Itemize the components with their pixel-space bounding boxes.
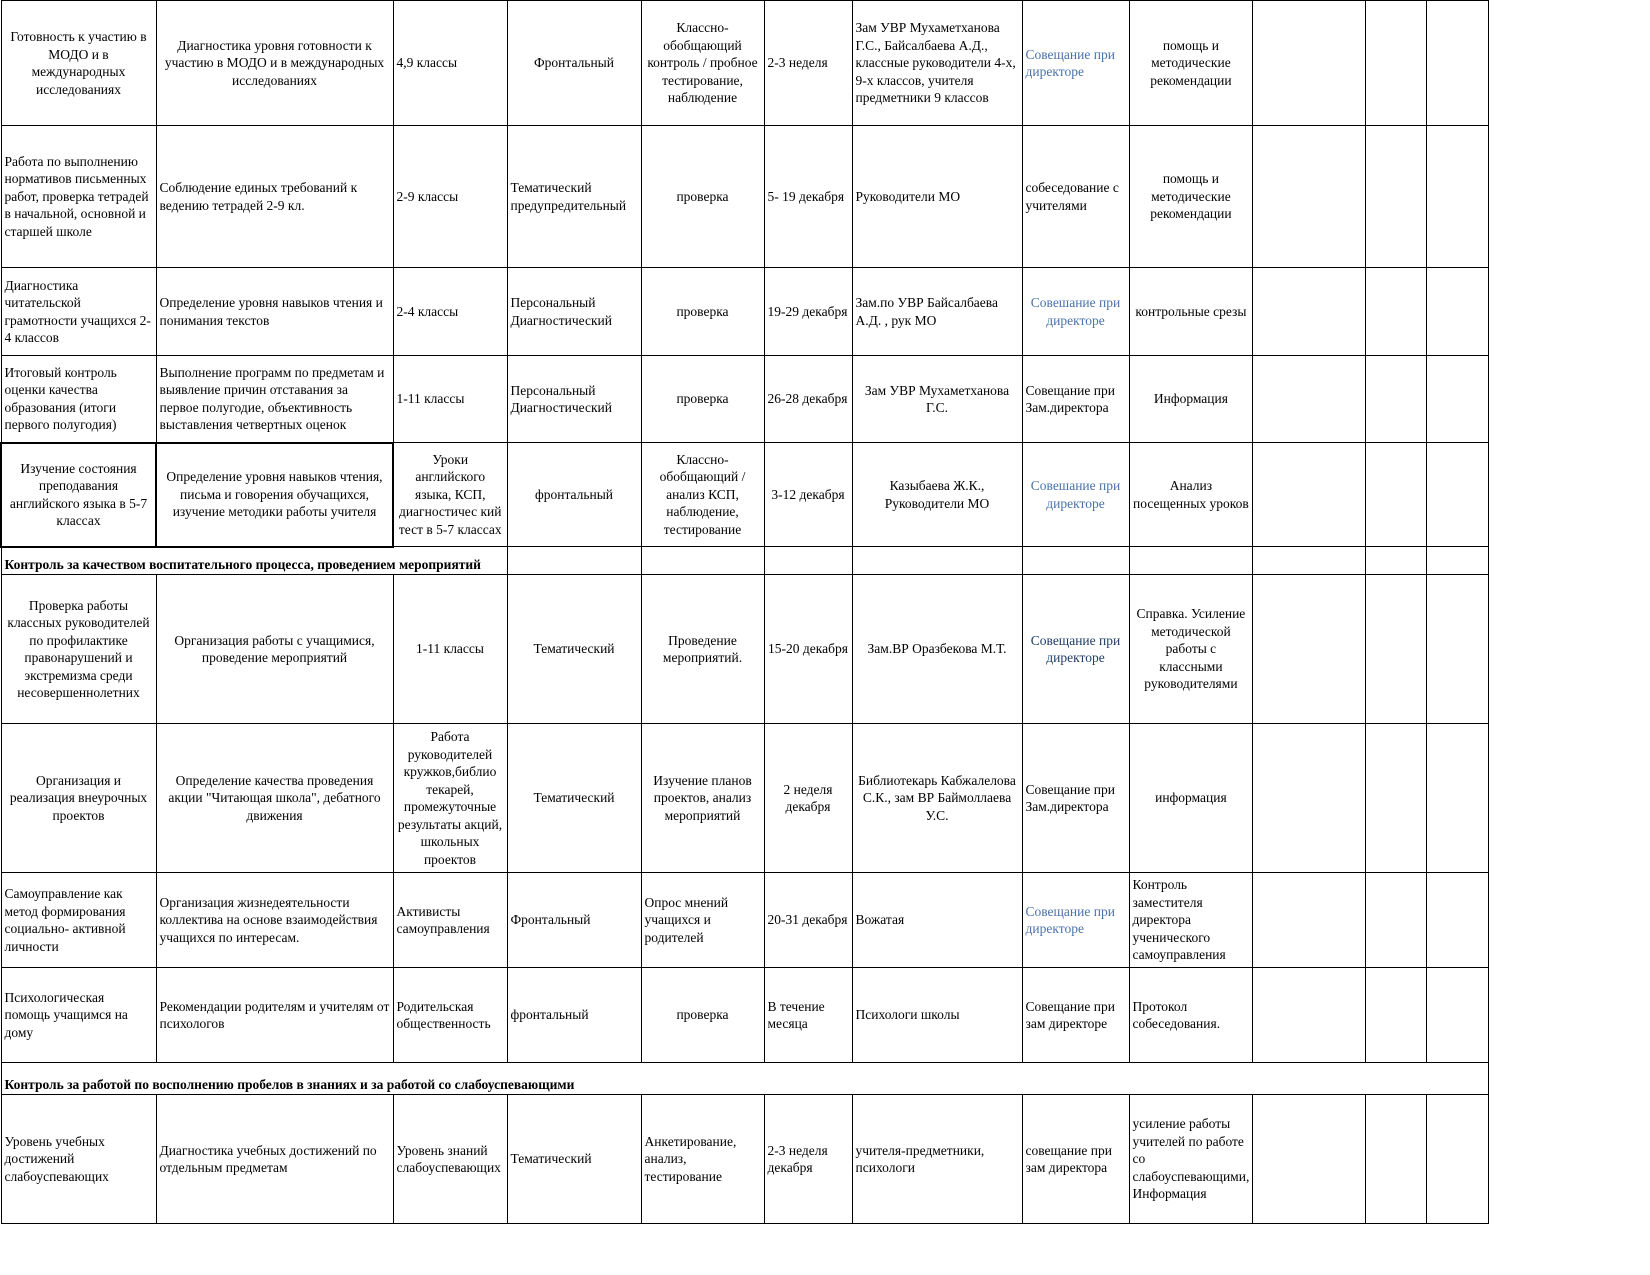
- review-cell[interactable]: Совешание при директоре: [1022, 268, 1129, 356]
- result-cell[interactable]: помощь и методические рекомендации: [1129, 1, 1253, 126]
- review-cell[interactable]: Совещание при директоре: [1022, 575, 1129, 724]
- result-cell[interactable]: Анализ посещенных уроков: [1129, 443, 1253, 547]
- empty-cell[interactable]: [764, 547, 852, 575]
- topic-cell[interactable]: Проверка работы классных руководителей по профилактике правонарушений и экстремизма среди несовершеннолетних: [1, 575, 156, 724]
- responsible-cell[interactable]: Зам.по УВР Байсалбаева А.Д. , рук МО: [852, 268, 1022, 356]
- object-cell[interactable]: 1-11 классы: [393, 356, 507, 443]
- empty-cell[interactable]: [641, 547, 764, 575]
- empty-cell[interactable]: [1366, 968, 1427, 1063]
- goal-cell[interactable]: Определение качества проведения акции "Читающая школа", дебатного движения: [156, 724, 393, 873]
- goal-cell[interactable]: Диагностика уровня готовности к участию в МОДО и в международных исследованиях: [156, 1, 393, 126]
- empty-cell[interactable]: [1427, 724, 1489, 873]
- table-row: [1, 443, 1489, 547]
- table-row: [1, 724, 1489, 873]
- review-cell[interactable]: Совещание при Зам.директора: [1022, 356, 1129, 443]
- review-cell[interactable]: собеседование с учителями: [1022, 126, 1129, 268]
- responsible-cell[interactable]: Библиотекарь Кабжалелова С.К., зам ВР Баймоллаева У.С.: [852, 724, 1022, 873]
- method-cell[interactable]: проверка: [641, 356, 764, 443]
- period-cell[interactable]: 2-3 неделя декабря: [764, 1095, 852, 1224]
- table-row: [1, 126, 1489, 268]
- empty-cell[interactable]: [1366, 724, 1427, 873]
- topic-cell[interactable]: Готовность к участию в МОДО и в международных исследованиях: [1, 1, 156, 126]
- responsible-cell[interactable]: Зам УВР Мухаметханова Г.С.: [852, 356, 1022, 443]
- empty-cell[interactable]: [1253, 268, 1366, 356]
- result-cell[interactable]: Контроль заместителя директора ученического самоуправления: [1129, 873, 1253, 968]
- type-cell[interactable]: фронтальный: [507, 968, 641, 1063]
- empty-cell[interactable]: [1366, 268, 1427, 356]
- goal-cell[interactable]: Организация работы с учащимися, проведение мероприятий: [156, 575, 393, 724]
- topic-cell[interactable]: Самоуправление как метод формирования социально- активной личности: [1, 873, 156, 968]
- object-cell[interactable]: 2-9 классы: [393, 126, 507, 268]
- empty-cell[interactable]: [1253, 1, 1366, 126]
- empty-cell[interactable]: [1366, 873, 1427, 968]
- topic-cell[interactable]: Итоговый контроль оценки качества образования (итоги первого полугодия): [1, 356, 156, 443]
- empty-cell[interactable]: [1253, 443, 1366, 547]
- object-cell[interactable]: 2-4 классы: [393, 268, 507, 356]
- empty-cell[interactable]: [1253, 575, 1366, 724]
- table-row: [1, 1095, 1489, 1224]
- empty-cell[interactable]: [1366, 575, 1427, 724]
- empty-cell[interactable]: [1427, 575, 1489, 724]
- responsible-cell[interactable]: Вожатая: [852, 873, 1022, 968]
- empty-cell[interactable]: [1253, 968, 1366, 1063]
- empty-cell[interactable]: [1427, 1, 1489, 126]
- object-cell[interactable]: Активисты самоуправления: [393, 873, 507, 968]
- topic-cell[interactable]: Диагностика читательской грамотности учащихся 2-4 классов: [1, 268, 156, 356]
- period-cell[interactable]: 5- 19 декабря: [764, 126, 852, 268]
- empty-cell[interactable]: [1366, 126, 1427, 268]
- empty-cell[interactable]: [1366, 356, 1427, 443]
- review-cell[interactable]: Совешание при директоре: [1022, 443, 1129, 547]
- period-cell[interactable]: 20-31 декабря: [764, 873, 852, 968]
- empty-cell[interactable]: [1366, 1, 1427, 126]
- review-cell[interactable]: Совещание при директоре: [1022, 873, 1129, 968]
- responsible-cell[interactable]: учителя-предметники, психологи: [852, 1095, 1022, 1224]
- type-cell[interactable]: Тематический: [507, 724, 641, 873]
- goal-cell[interactable]: Соблюдение единых требований к ведению тетрадей 2-9 кл.: [156, 126, 393, 268]
- goal-cell[interactable]: Диагностика учебных достижений по отдельным предметам: [156, 1095, 393, 1224]
- topic-cell[interactable]: Изучение состояния преподавания английского языка в 5-7 классах: [1, 443, 156, 547]
- result-cell[interactable]: усиление работы учителей по работе со слабоуспевающими, Информация: [1129, 1095, 1253, 1224]
- period-cell[interactable]: 19-29 декабря: [764, 268, 852, 356]
- period-cell[interactable]: 2-3 неделя: [764, 1, 852, 126]
- goal-cell[interactable]: Выполнение программ по предметам и выявление причин отставания за первое полугодие, объективность выставления четвертных оценок: [156, 356, 393, 443]
- empty-cell[interactable]: [1253, 547, 1366, 575]
- table-row: [1, 268, 1489, 356]
- empty-cell[interactable]: [1366, 443, 1427, 547]
- review-cell[interactable]: Совещание при Зам.директора: [1022, 724, 1129, 873]
- object-cell[interactable]: Родительская общественность: [393, 968, 507, 1063]
- result-cell[interactable]: Справка. Усиление методической работы с классными руководителями: [1129, 575, 1253, 724]
- empty-cell[interactable]: [1427, 443, 1489, 547]
- empty-cell[interactable]: [1427, 547, 1489, 575]
- type-cell[interactable]: Фронтальный: [507, 1, 641, 126]
- empty-cell[interactable]: [1129, 547, 1253, 575]
- type-cell[interactable]: фронтальный: [507, 443, 641, 547]
- result-cell[interactable]: Протокол собеседования.: [1129, 968, 1253, 1063]
- empty-cell[interactable]: [1427, 968, 1489, 1063]
- period-cell[interactable]: В течение месяца: [764, 968, 852, 1063]
- table-row: [1, 1, 1489, 126]
- goal-cell[interactable]: Определение уровня навыков чтения и понимания текстов: [156, 268, 393, 356]
- method-cell[interactable]: проверка: [641, 268, 764, 356]
- result-cell[interactable]: Информация: [1129, 356, 1253, 443]
- topic-cell[interactable]: Уровень учебных достижений слабоуспевающих: [1, 1095, 156, 1224]
- period-cell[interactable]: 3-12 декабря: [764, 443, 852, 547]
- empty-cell[interactable]: [1427, 1095, 1489, 1224]
- empty-cell[interactable]: [1253, 126, 1366, 268]
- method-cell[interactable]: Изучение планов проектов, анализ мероприятий: [641, 724, 764, 873]
- empty-cell[interactable]: [1253, 724, 1366, 873]
- object-cell[interactable]: 1-11 классы: [393, 575, 507, 724]
- responsible-cell[interactable]: Зам УВР Мухаметханова Г.С., Байсалбаева А.Д., классные руководители 4-х, 9-х классов, учителя предметники 9 классов: [852, 1, 1022, 126]
- result-cell[interactable]: помощь и методические рекомендации: [1129, 126, 1253, 268]
- empty-cell[interactable]: [1427, 356, 1489, 443]
- type-cell[interactable]: Персональный Диагностический: [507, 268, 641, 356]
- empty-cell[interactable]: [852, 547, 1022, 575]
- method-cell[interactable]: Классно-обобщающий / анализ КСП, наблюдение, тестирование: [641, 443, 764, 547]
- type-cell[interactable]: Тематический: [507, 575, 641, 724]
- responsible-cell[interactable]: Казыбаева Ж.К., Руководители МО: [852, 443, 1022, 547]
- empty-cell[interactable]: [1253, 873, 1366, 968]
- responsible-cell[interactable]: Зам.ВР Оразбекова М.Т.: [852, 575, 1022, 724]
- empty-cell[interactable]: [1253, 1095, 1366, 1224]
- type-cell[interactable]: Персональный Диагностический: [507, 356, 641, 443]
- empty-cell[interactable]: [1427, 268, 1489, 356]
- empty-cell[interactable]: [507, 547, 641, 575]
- method-cell[interactable]: Классно-обобщающий контроль / пробное тестирование, наблюдение: [641, 1, 764, 126]
- period-cell[interactable]: 15-20 декабря: [764, 575, 852, 724]
- empty-cell[interactable]: [1427, 873, 1489, 968]
- empty-cell[interactable]: [1022, 547, 1129, 575]
- type-cell[interactable]: Тематический: [507, 1095, 641, 1224]
- review-cell[interactable]: Совещание при зам директоре: [1022, 968, 1129, 1063]
- object-cell[interactable]: Уроки английского языка, КСП, диагностичес кий тест в 5-7 классах: [393, 443, 507, 547]
- method-cell[interactable]: Опрос мнений учащихся и родителей: [641, 873, 764, 968]
- period-cell[interactable]: 2 неделя декабря: [764, 724, 852, 873]
- topic-cell[interactable]: Работа по выполнению нормативов письменных работ, проверка тетрадей в начальной, основной и старшей школе: [1, 126, 156, 268]
- section-heading[interactable]: Контроль за работой по восполнению пробелов в знаниях и за работой со слабоуспевающими: [1, 1063, 1489, 1095]
- review-cell[interactable]: Совещание при директоре: [1022, 1, 1129, 126]
- method-cell[interactable]: Проведение мероприятий.: [641, 575, 764, 724]
- object-cell[interactable]: 4,9 классы: [393, 1, 507, 126]
- table-row: [1, 873, 1489, 968]
- table-row: [1, 575, 1489, 724]
- period-cell[interactable]: 26-28 декабря: [764, 356, 852, 443]
- object-cell[interactable]: Работа руководителей кружков,библио текарей, промежуточные результаты акций, школьных проектов: [393, 724, 507, 873]
- type-cell[interactable]: Тематический предупредительный: [507, 126, 641, 268]
- empty-cell[interactable]: [1366, 1095, 1427, 1224]
- responsible-cell[interactable]: Психологи школы: [852, 968, 1022, 1063]
- topic-cell[interactable]: Организация и реализация внеурочных проектов: [1, 724, 156, 873]
- empty-cell[interactable]: [1427, 126, 1489, 268]
- empty-cell[interactable]: [1366, 547, 1427, 575]
- method-cell[interactable]: проверка: [641, 126, 764, 268]
- responsible-cell[interactable]: Руководители МО: [852, 126, 1022, 268]
- method-cell[interactable]: Анкетирование, анализ, тестирование: [641, 1095, 764, 1224]
- result-cell[interactable]: информация: [1129, 724, 1253, 873]
- type-cell[interactable]: Фронтальный: [507, 873, 641, 968]
- goal-cell[interactable]: Организация жизнедеятельности коллектива на основе взаимодействия учащихся по интересам.: [156, 873, 393, 968]
- review-cell[interactable]: совещание при зам директора: [1022, 1095, 1129, 1224]
- section-row: [1, 547, 1489, 575]
- table-row: [1, 968, 1489, 1063]
- topic-cell[interactable]: Психологическая помощь учащимся на дому: [1, 968, 156, 1063]
- object-cell[interactable]: Уровень знаний слабоуспевающих: [393, 1095, 507, 1224]
- goal-cell[interactable]: Определение уровня навыков чтения, письма и говорения обучащихся, изучение методики работы учителя: [156, 443, 393, 547]
- section-heading[interactable]: Контроль за качеством воспитательного процесса, проведением мероприятий: [1, 547, 507, 575]
- result-cell[interactable]: контрольные срезы: [1129, 268, 1253, 356]
- method-cell[interactable]: проверка: [641, 968, 764, 1063]
- empty-cell[interactable]: [1253, 356, 1366, 443]
- table-row: [1, 356, 1489, 443]
- goal-cell[interactable]: Рекомендации родителям и учителям от психологов: [156, 968, 393, 1063]
- section-row: [1, 1063, 1489, 1095]
